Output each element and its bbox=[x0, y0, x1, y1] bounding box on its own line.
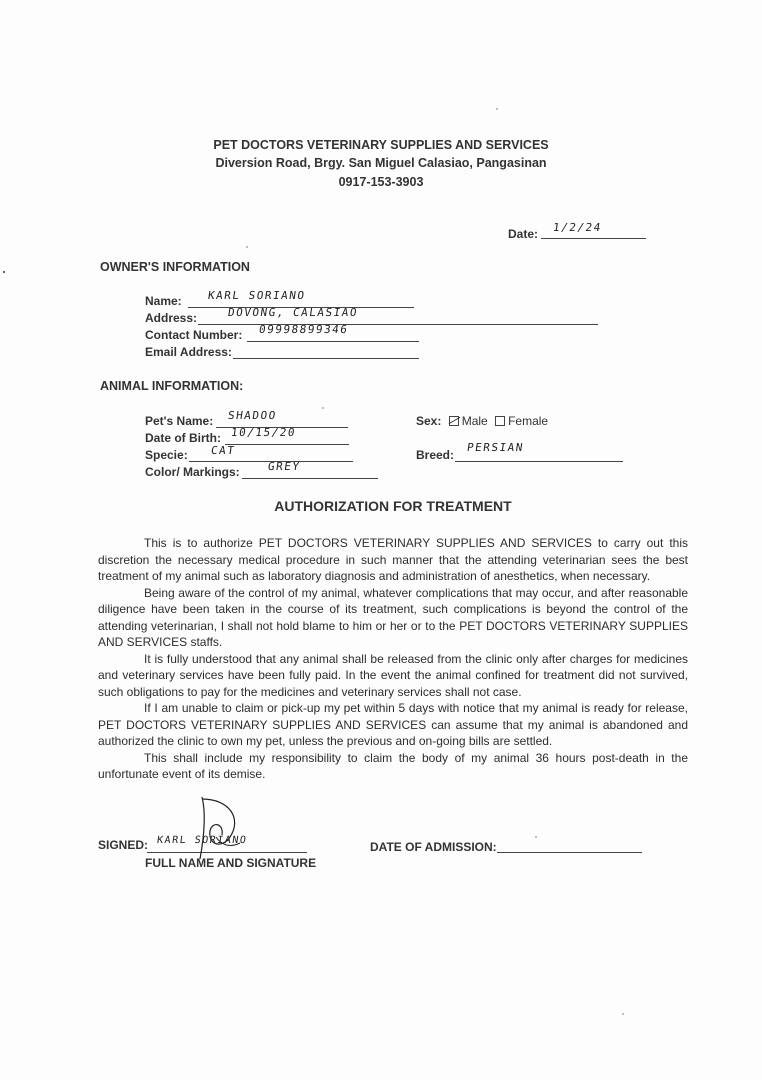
female-checkbox[interactable] bbox=[495, 416, 505, 426]
breed-field[interactable] bbox=[455, 441, 623, 462]
scan-speck bbox=[246, 246, 248, 248]
date-label: Date: bbox=[508, 227, 539, 241]
owner-email-field[interactable] bbox=[233, 344, 419, 359]
scan-speck bbox=[496, 108, 498, 110]
owner-name-value: KARL SORIANO bbox=[207, 289, 307, 302]
signed-name-value: KARL SORIANO bbox=[156, 835, 249, 846]
pet-name-label: Pet's Name: bbox=[145, 414, 214, 428]
owner-heading: OWNER'S INFORMATION bbox=[100, 260, 250, 274]
owner-contact-value: 09998899346 bbox=[258, 323, 350, 336]
authorization-title: AUTHORIZATION FOR TREATMENT bbox=[274, 498, 512, 514]
owner-address-field[interactable] bbox=[198, 306, 598, 325]
sex-label: Sex: bbox=[416, 414, 442, 428]
paragraph: It is fully understood that any animal shall be released from the clinic only after charges for medicines and veterinary services have been fully paid. In the event the animal confined for treatment did not survived, such obligations to pay for the medicines and veterinary services shall not case. bbox=[98, 651, 688, 699]
specie-value: CAT bbox=[210, 444, 237, 457]
signed-label: SIGNED: bbox=[98, 838, 149, 852]
color-value: GREY bbox=[267, 460, 302, 473]
business-name: PET DOCTORS VETERINARY SUPPLIES AND SERVICES bbox=[213, 138, 549, 152]
owner-contact-label: Contact Number: bbox=[145, 328, 243, 342]
owner-name-label: Name: bbox=[145, 294, 182, 308]
paragraph: If I am unable to claim or pick-up my pet within 5 days with notice that my animal is ready for release, PET DOCTORS VETERINARY SUPPLIES AND SERVICES can assume that my animal is abandoned and authorized the clinic to own my pet, unless the previous and on-going bills are settled. bbox=[98, 701, 688, 748]
business-phone: 0917-153-3903 bbox=[338, 175, 424, 189]
dob-field[interactable] bbox=[225, 426, 349, 445]
signature-mark bbox=[180, 793, 270, 863]
owner-address-value: DOVONG, CALASIAO bbox=[227, 306, 359, 319]
admission-date-field[interactable] bbox=[497, 838, 642, 853]
scan-speck bbox=[622, 1013, 624, 1015]
dob-value: 10/15/20 bbox=[230, 426, 297, 439]
pet-name-value: SHADOO bbox=[227, 409, 278, 422]
date-value: 1/2/24 bbox=[552, 221, 603, 234]
male-option-label: Male bbox=[461, 414, 488, 428]
business-address: Diversion Road, Brgy. San Miguel Calasiao, Pangasinan bbox=[215, 156, 547, 170]
female-option-label: Female bbox=[508, 414, 549, 428]
admission-label: DATE OF ADMISSION: bbox=[370, 840, 497, 854]
color-label: Color/ Markings: bbox=[145, 465, 240, 479]
date-field[interactable] bbox=[541, 221, 646, 239]
dob-label: Date of Birth: bbox=[145, 431, 221, 445]
breed-value: PERSIAN bbox=[466, 441, 525, 454]
owner-email-label: Email Address: bbox=[145, 345, 232, 359]
specie-label: Specie: bbox=[145, 448, 188, 462]
color-field[interactable] bbox=[242, 460, 378, 479]
owner-contact-field[interactable] bbox=[247, 323, 419, 342]
paragraph: This is to authorize PET DOCTORS VETERINARY SUPPLIES AND SERVICES to carry out this discretion the necessary medical procedure in such manner that the attending veterinarian sees the best treatment of my animal such as laboratory diagnosis and administration of anesthetics, when necessary. bbox=[98, 536, 688, 583]
male-checkbox[interactable] bbox=[449, 416, 459, 426]
owner-address-label: Address: bbox=[145, 311, 198, 325]
scan-speck bbox=[535, 836, 537, 838]
authorization-body bbox=[98, 535, 688, 783]
paragraph: This shall include my responsibility to claim the body of my animal 36 hours post-death in the unfortunate event of its demise. bbox=[98, 750, 688, 781]
paragraph: Being aware of the control of my animal, whatever complications that may occur, and after reasonable diligence have been taken in the course of its treatment, such complications is beyond the control of the attending veterinarian, I shall not hold blame to him or her or to the PET DOCTORS VETERINARY SUPPLIES AND SERVICES staffs. bbox=[98, 585, 688, 649]
scan-speck bbox=[322, 407, 324, 409]
animal-heading: ANIMAL INFORMATION: bbox=[100, 379, 244, 393]
signature-caption: FULL NAME AND SIGNATURE bbox=[145, 856, 317, 870]
breed-label: Breed: bbox=[416, 448, 455, 462]
sex-field bbox=[416, 414, 548, 428]
scan-speck bbox=[3, 271, 5, 273]
